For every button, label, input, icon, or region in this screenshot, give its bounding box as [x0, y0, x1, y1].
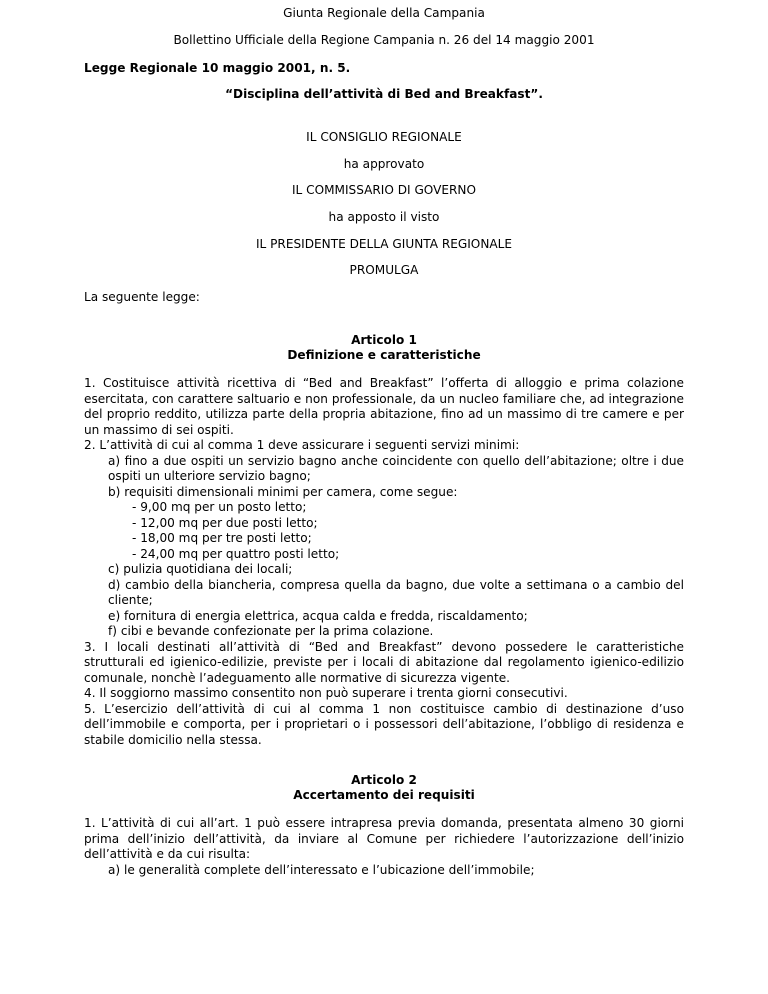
article-1-item-f: f) cibi e bevande confezionate per la prima colazione. [108, 624, 434, 638]
article-1-item-d: d) cambio della biancheria, compresa quella da bagno, due volte a settimana o a cambio del cliente; [108, 577, 684, 607]
article-1-paragraph-2: 2. L’attività di cui al comma 1 deve assicurare i seguenti servizi minimi: [84, 438, 520, 452]
article-2-item-a: a) le generalità complete dell’interessato e l’ubicazione dell’immobile; [108, 862, 535, 877]
article-1-item-a: a) fino a due ospiti un servizio bagno anche coincidente con quello dell’abitazione; oltre i due ospiti un ulteriore servizio bagno; [108, 453, 684, 483]
institution-name: Giunta Regionale della Campania [283, 6, 485, 20]
article-1-item-b1: - 9,00 mq per un posto letto; [132, 500, 307, 514]
article-1-item-c: c) pulizia quotidiana dei locali; [108, 562, 293, 576]
promulgation-line-1: IL CONSIGLIO REGIONALE [306, 130, 462, 144]
law-title: “Disciplina dell’attività di Bed and Breakfast”. [225, 87, 543, 101]
promulgation-line-2: ha approvato [343, 157, 425, 171]
article-1-body [84, 376, 684, 748]
article-2-body [84, 816, 684, 878]
intro-text: La seguente legge: [84, 290, 200, 304]
promulgation-line-5: IL PRESIDENTE DELLA GIUNTA REGIONALE [255, 237, 513, 251]
promulgation-line-3: IL COMMISSARIO DI GOVERNO [291, 183, 477, 197]
article-2-number: Articolo 2 [351, 773, 417, 787]
article-1-item-b4: - 24,00 mq per quattro posti letto; [132, 546, 340, 561]
article-2-paragraph-1: 1. L’attività di cui all’art. 1 può essere intrapresa previa domanda, presentata almeno 30 giorni prima dell’inizio dell’attività, da inviare al Comune per richiedere l’autorizzazione dell’inizio dell’attività e da cui risulta: [84, 816, 684, 861]
article-1-item-e: e) fornitura di energia elettrica, acqua calda e fredda, riscaldamento; [108, 608, 528, 623]
bulletin-reference: Bollettino Ufficiale della Regione Campania n. 26 del 14 maggio 2001 [173, 33, 595, 47]
article-1-item-b3: - 18,00 mq per tre posti letto; [132, 531, 312, 545]
article-1-number: Articolo 1 [351, 333, 417, 347]
article-1-item-b: b) requisiti dimensionali minimi per camera, come segue: [108, 484, 458, 499]
article-1-paragraph-3: 3. I locali destinati all’attività di “Bed and Breakfast” devono possedere le caratteristiche strutturali ed igienico-edilizie, previste per i locali di abitazione dal regolamento igienico-edilizio comunale, nonchè l’adeguamento alle normative di sicurezza vigente. [84, 639, 684, 685]
article-2-heading: Accertamento dei requisiti [293, 788, 475, 802]
article-1-paragraph-4: 4. Il soggiorno massimo consentito non può superare i trenta giorni consecutivi. [84, 686, 568, 700]
law-reference: Legge Regionale 10 maggio 2001, n. 5. [84, 61, 351, 75]
article-1-paragraph-5: 5. L’esercizio dell’attività di cui al comma 1 non costituisce cambio di destinazione d’uso dell’immobile e comporta, per i proprietari o i possessori dell’abitazione, l’obbligo di residenza e stabile domicilio nella stessa. [84, 701, 684, 747]
article-1-paragraph-1: 1. Costituisce attività ricettiva di “Bed and Breakfast” l’offerta di alloggio e prima colazione esercitata, con carattere saltuario e non professionale, da un nucleo familiare che, ad integrazione del proprio reddito, utilizza parte della propria abitazione, fino ad un massimo di tre camere e per un massimo di sei ospiti. [84, 376, 684, 437]
article-1-heading: Definizione e caratteristiche [287, 348, 481, 362]
promulgation-line-4: ha apposto il visto [328, 210, 440, 224]
promulgation-line-6: PROMULGA [349, 263, 419, 277]
article-1-item-b2: - 12,00 mq per due posti letto; [132, 515, 318, 530]
